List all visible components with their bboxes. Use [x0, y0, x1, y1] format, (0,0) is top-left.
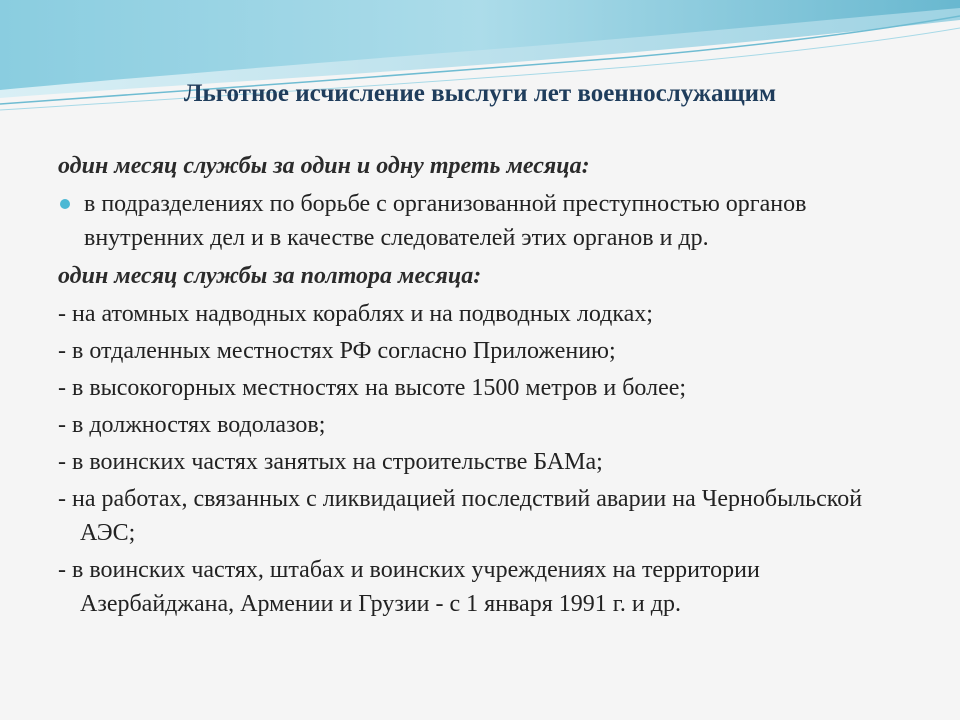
list-item: - в воинских частях занятых на строительстве БАМа;: [58, 449, 603, 475]
bullet-dot-icon: [60, 199, 70, 209]
list-item: - в отдаленных местностях РФ согласно Приложению;: [58, 338, 616, 364]
list-item: - в высокогорных местностях на высоте 1500 метров и более;: [58, 375, 687, 401]
section-heading-one-third: один месяц службы за один и одну треть месяца:: [58, 153, 590, 179]
list-item: - на работах, связанных с ликвидацией последствий аварии на Чернобыльской АЭС;: [58, 486, 863, 546]
slide-title: Льготное исчисление выслуги лет военнослужащим: [183, 80, 777, 107]
list-item: - в должностях водолазов;: [58, 412, 326, 438]
list-item: - на атомных надводных кораблях и на подводных лодках;: [58, 301, 653, 327]
wave-band-front: [0, 0, 960, 90]
bullet-item: [58, 187, 918, 255]
list-item: - в воинских частях, штабах и воинских учреждениях на территории Азербайджана, Армении и Грузии - с 1 января 1991 г. и др.: [58, 557, 760, 617]
bullet-text: в подразделениях по борьбе с организованной преступностью органов внутренних дел и в качестве следователей этих органов и др.: [84, 191, 807, 251]
section-heading-one-and-half: один месяц службы за полтора месяца:: [58, 263, 482, 289]
slide-content: [58, 149, 918, 624]
